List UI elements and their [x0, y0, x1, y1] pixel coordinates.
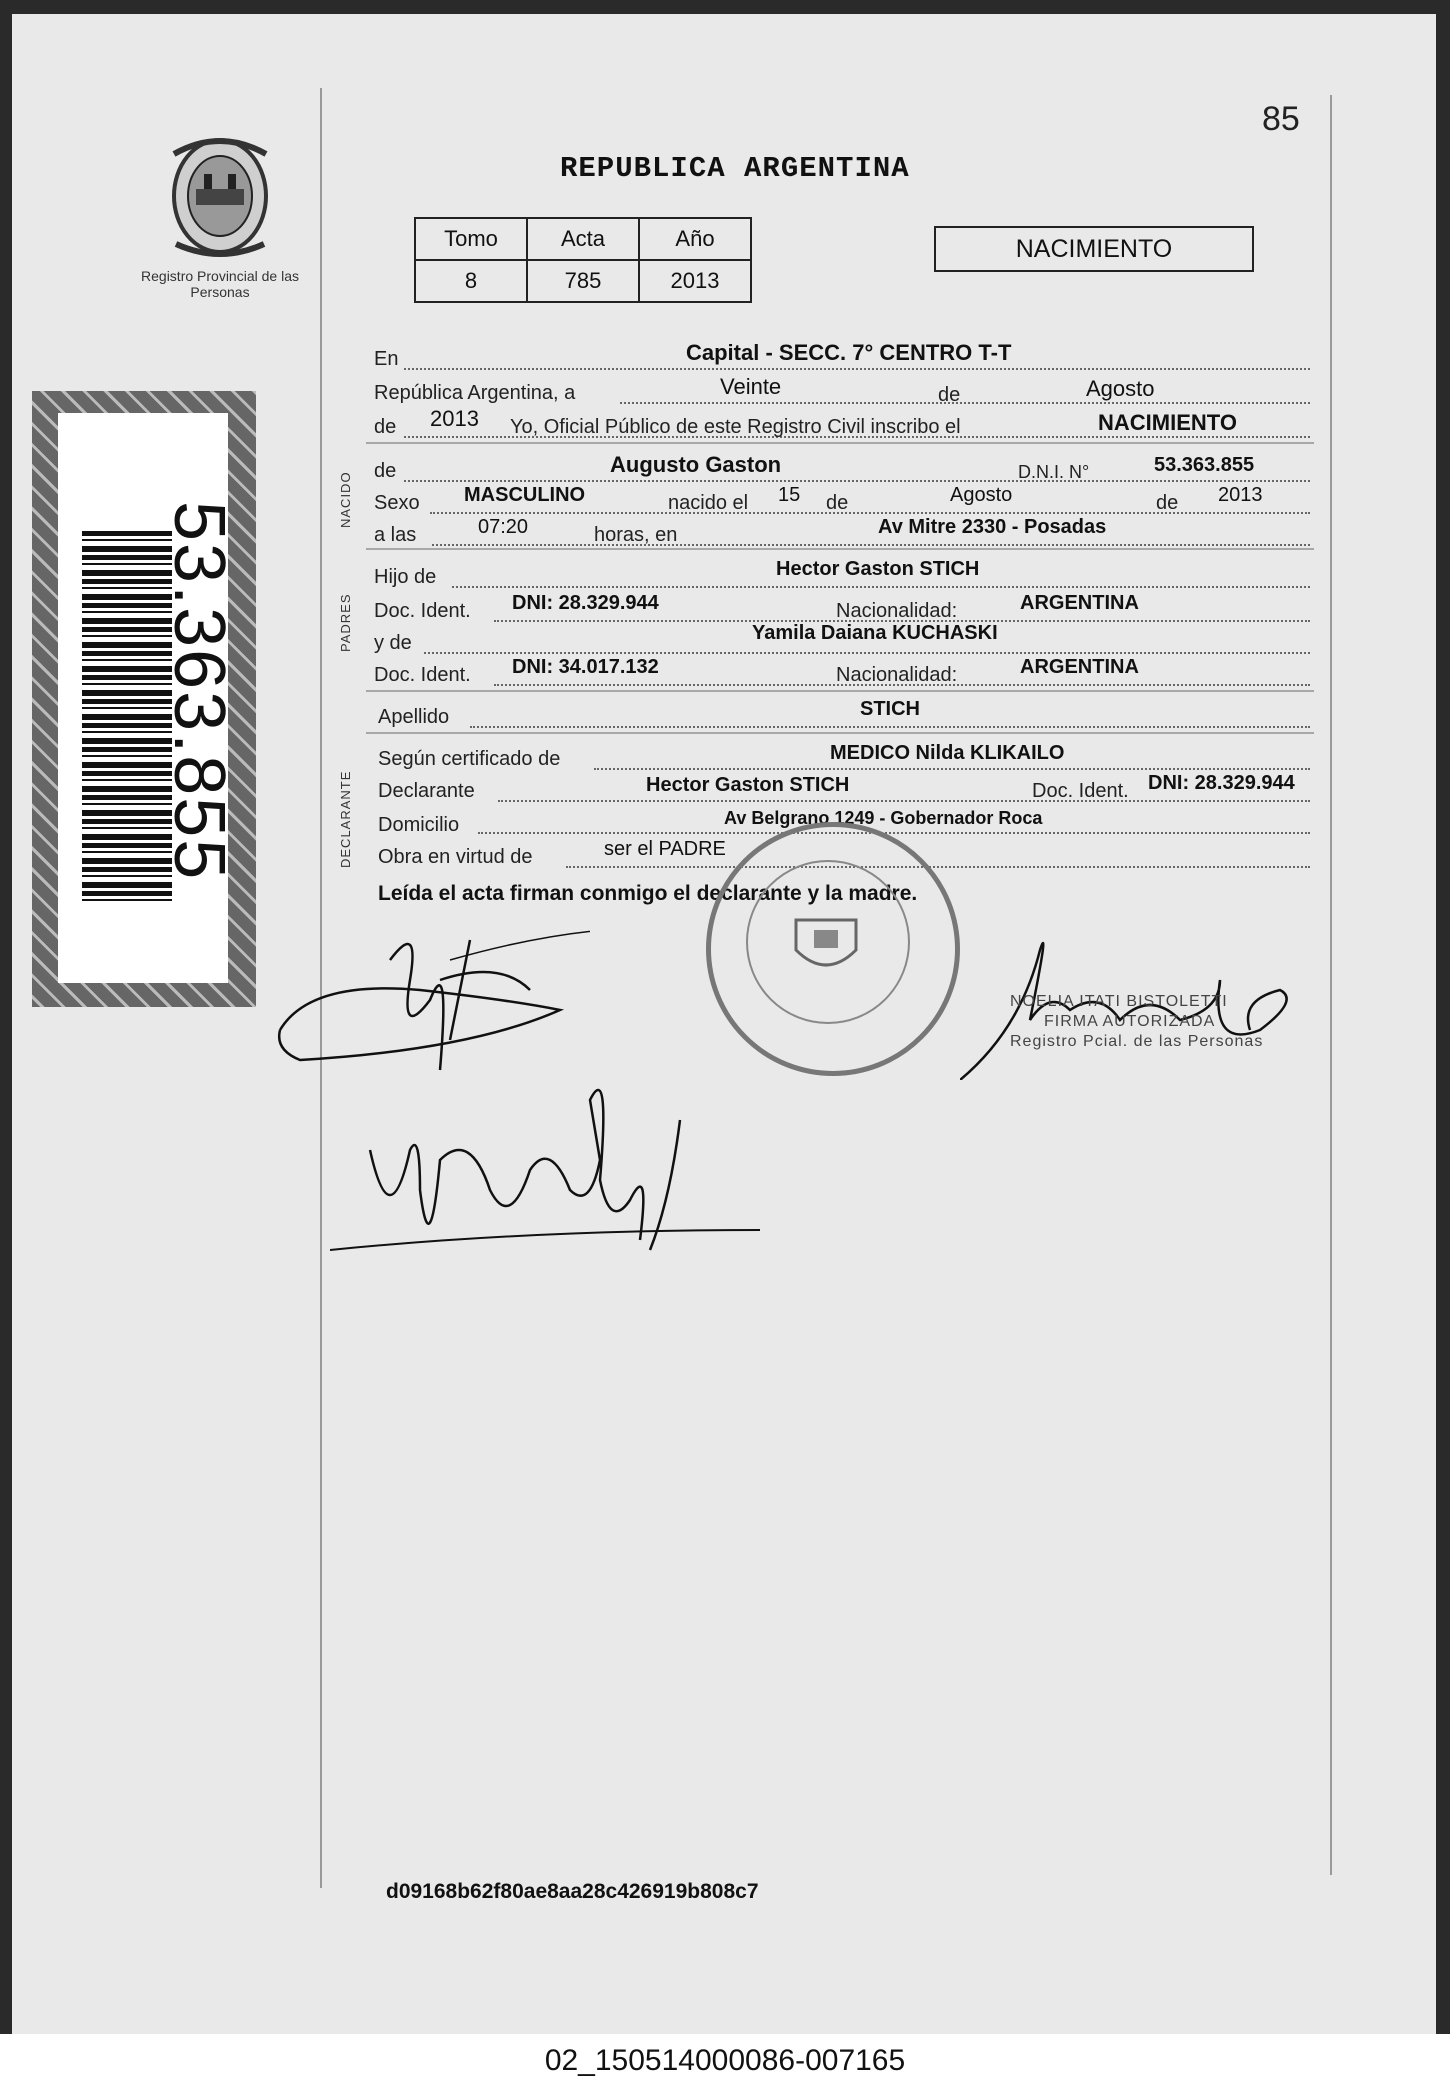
- nacido-nombre: Augusto Gaston: [610, 452, 782, 477]
- obra-value: ser el PADRE: [604, 838, 726, 860]
- dni-label: D.N.I. N°: [1018, 462, 1090, 482]
- anio-header: Año: [639, 218, 751, 260]
- acta-value: 785: [527, 260, 639, 302]
- en-value: Capital - SECC. 7° CENTRO T-T: [686, 340, 1012, 365]
- nacido-de-label3: de: [1156, 492, 1179, 514]
- nacido-dni: 53.363.855: [1154, 454, 1255, 476]
- declarante-label: Declarante: [378, 780, 475, 802]
- de2-label: de: [374, 416, 397, 438]
- barcode-label: [58, 413, 239, 983]
- nacido-de-label2: de: [826, 492, 849, 514]
- madre-nacionalidad: ARGENTINA: [1020, 656, 1139, 678]
- declarante-doc: DNI: 28.329.944: [1148, 772, 1295, 794]
- tomo-value: 8: [415, 260, 527, 302]
- apellido-value: STICH: [860, 698, 920, 720]
- acta-header: Acta: [527, 218, 639, 260]
- inscribo-value: NACIMIENTO: [1098, 410, 1237, 435]
- official-block: [1010, 992, 1263, 1052]
- padre-nac-label: Nacionalidad:: [836, 600, 958, 622]
- nacido-hora: 07:20: [478, 516, 529, 538]
- padre-nombre: Hector Gaston STICH: [776, 558, 980, 580]
- hijo-de-label: Hijo de: [374, 566, 437, 588]
- madre-doc: DNI: 34.017.132: [512, 656, 659, 678]
- madre-doc-label: Doc. Ident.: [374, 664, 471, 686]
- page-number: 85: [1262, 100, 1300, 138]
- barcode-number: 53.363.855: [159, 501, 239, 882]
- nacido-mes: Agosto: [950, 484, 1013, 506]
- certificado-label: Según certificado de: [378, 748, 561, 770]
- right-margin-line: [1330, 95, 1332, 1875]
- official-role: FIRMA AUTORIZADA: [1044, 1013, 1216, 1030]
- madre-nac-label: Nacionalidad:: [836, 664, 958, 686]
- stamp-emblem-icon: [786, 910, 866, 980]
- nacido-de-label: de: [374, 460, 397, 482]
- mes-value: Agosto: [1086, 376, 1155, 401]
- mother-signature-icon: [330, 1070, 770, 1310]
- file-code: 02_150514000086-007165: [544, 2044, 906, 2077]
- closing-text: Leída el acta firman conmigo el declarante y la madre.: [378, 882, 918, 905]
- declarante-section-label: DECLARANTE: [338, 770, 353, 868]
- document-hash: d09168b62f80ae8aa28c426919b808c7: [386, 1880, 759, 1903]
- nacido-el-label: nacido el: [668, 492, 749, 514]
- madre-nombre: Yamila Daiana KUCHASKI: [752, 622, 998, 644]
- tomo-header: Tomo: [415, 218, 527, 260]
- dia-value: Veinte: [720, 374, 782, 399]
- sexo-label: Sexo: [374, 492, 420, 514]
- document-title: REPUBLICA ARGENTINA: [560, 152, 910, 185]
- organization-label: Registro Provincial de las Personas: [141, 268, 299, 300]
- nacido-lugar: Av Mitre 2330 - Posadas: [878, 516, 1107, 538]
- declarant-signature-icon: [270, 920, 590, 1090]
- official-office: Registro Pcial. de las Personas: [1010, 1033, 1264, 1050]
- official-name: NOELIA ITATI BISTOLETTI: [1010, 993, 1228, 1010]
- declarante-value: Hector Gaston STICH: [646, 774, 850, 796]
- padres-section-label: PADRES: [338, 593, 353, 652]
- domicilio-value: Av Belgrano 1249 - Gobernador Roca: [724, 808, 1043, 828]
- anio-value: 2013: [639, 260, 751, 302]
- certificado-value: MEDICO Nilda KLIKAILO: [830, 742, 1065, 764]
- province-seal-icon: [160, 134, 280, 264]
- anio-intro-value: 2013: [430, 406, 479, 431]
- barcode-panel: [32, 391, 256, 1007]
- nacido-dia: 15: [778, 484, 801, 506]
- padre-doc: DNI: 28.329.944: [512, 592, 659, 614]
- record-type-box: NACIMIENTO: [934, 226, 1254, 272]
- horas-en-label: horas, en: [594, 524, 678, 546]
- republica-label: República Argentina, a: [374, 382, 576, 404]
- padre-nacionalidad: ARGENTINA: [1020, 592, 1139, 614]
- nacido-anio: 2013: [1218, 484, 1263, 506]
- padre-doc-label: Doc. Ident.: [374, 600, 471, 622]
- en-label: En: [374, 348, 399, 370]
- de-label: de: [938, 384, 961, 406]
- declarante-doc-label: Doc. Ident.: [1032, 780, 1129, 802]
- obra-label: Obra en virtud de: [378, 846, 533, 868]
- domicilio-label: Domicilio: [378, 814, 460, 836]
- sexo-value: MASCULINO: [464, 484, 586, 506]
- apellido-label: Apellido: [378, 706, 450, 728]
- y-de-label: y de: [374, 632, 412, 654]
- inscribo-label: Yo, Oficial Público de este Registro Civil inscribo el: [510, 416, 961, 438]
- a-las-label: a las: [374, 524, 417, 546]
- nacido-section-label: NACIDO: [338, 471, 353, 528]
- registry-table: [414, 217, 752, 303]
